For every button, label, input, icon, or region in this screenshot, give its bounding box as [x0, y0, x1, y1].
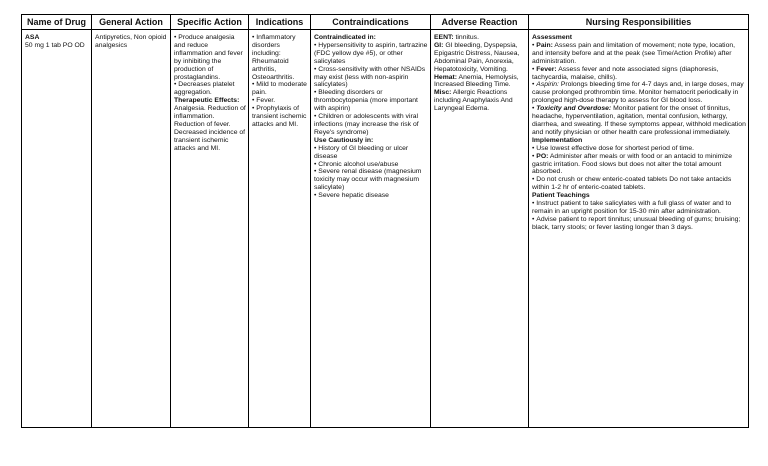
indication-item: • Fever.	[252, 97, 308, 105]
cell-adverse-reaction	[431, 30, 529, 428]
header-indications: Indications	[249, 15, 311, 30]
assessment-heading: Assessment	[532, 34, 573, 41]
table-row	[22, 30, 749, 428]
therapeutic-effects	[174, 97, 246, 152]
specific-action-item: • Decreases platelet aggregation.	[174, 81, 246, 97]
toxicity-text: Monitor patient for the onset of tinnitus, headache, hyperventilation, agitation, mental confusion, lethargy, diarrhea, and sweating. If these symptoms appear, withhold medication and notify physician or other health care professional immediately.	[532, 105, 746, 136]
header-nursing-responsibilities: Nursing Responsibilities	[529, 15, 749, 30]
po-label: PO:	[536, 152, 549, 160]
pain-text: Assess pain and limitation of movement; note type, location, and intensity before and at the peak (see Time/Action Profile) after administration.	[532, 41, 736, 65]
general-action-text: Antipyretics, Non opioid analgesics	[95, 34, 167, 49]
implementation-item-po	[532, 153, 746, 177]
adverse-label: EENT:	[434, 34, 454, 41]
adverse-text: Allergic Reactions including Anaphylaxis And Laryngeal Edema.	[434, 89, 513, 113]
adverse-label: Misc:	[434, 89, 452, 97]
adverse-item	[434, 42, 526, 74]
assessment-item-pain	[532, 42, 746, 66]
contraindicated-heading: Contraindicated in:	[314, 34, 376, 41]
adverse-item	[434, 34, 526, 42]
caution-item: • Severe renal disease (magnesium toxicity may occur with magnesium salicylate)	[314, 168, 428, 192]
fever-text: Assess fever and note associated signs (diaphoresis, tachycardia, malaise, chills).	[532, 65, 719, 81]
cell-general-action	[92, 30, 171, 428]
header-contraindications: Contraindications	[311, 15, 431, 30]
aspirin-label: Aspirin:	[536, 81, 559, 89]
implementation-item: • Use lowest effective dose for shortest period of time.	[532, 145, 746, 153]
pain-label: Pain:	[536, 41, 553, 49]
adverse-text: tinnitus.	[453, 34, 479, 41]
implementation-heading: Implementation	[532, 136, 583, 144]
caution-item: • Chronic alcohol use/abuse	[314, 161, 428, 169]
drug-study-table	[21, 14, 749, 428]
fever-label: Fever:	[536, 65, 557, 73]
assessment-item-fever	[532, 66, 746, 82]
indication-item: • Inflammatory disorders including: Rheumatoid arthritis, Osteoarthritis.	[252, 34, 308, 81]
therapeutic-text: Analgesia. Reduction of inflammation. Reduction of fever. Decreased incidence of transient ischemic attacks and MI.	[174, 105, 246, 152]
contraindication-item: • Hypersensitivity to aspirin, tartrazine (FDC yellow dye #5), or other salicylates	[314, 42, 428, 66]
caution-item: • History of GI bleeding or ulcer disease	[314, 145, 428, 161]
specific-action-item: • Produce analgesia and reduce inflammation and fever by inhibiting the production of prostaglandins.	[174, 34, 246, 81]
teaching-heading: Patient Teachings	[532, 192, 590, 200]
adverse-item	[434, 89, 526, 113]
cell-nursing-responsibilities	[529, 30, 749, 428]
teaching-item: • Instruct patient to take salicylates with a full glass of water and to remain in an upright position for 15-30 min after administration.	[532, 200, 746, 216]
toxicity-label: Toxicity and Overdose:	[536, 105, 612, 113]
header-adverse-reaction: Adverse Reaction	[431, 15, 529, 30]
implementation-item: • Do not crush or chew enteric-coated tablets Do not take antacids within 1-2 hr of enteric-coated tablets.	[532, 176, 746, 192]
drug-dose: 50 mg 1 tab PO OD	[25, 41, 85, 49]
indication-item: • Mild to moderate pain.	[252, 81, 308, 97]
adverse-text: GI bleeding, Dyspepsia, Epigastric Distress, Nausea, Abdominal Pain, Anorexia, Hepatotoxicity, Vomiting.	[434, 41, 520, 73]
caution-item: • Severe hepatic disease	[314, 192, 428, 200]
cell-indications	[249, 30, 311, 428]
aspirin-text: Prolongs bleeding time for 4-7 days and, in large doses, may cause prolonged prothrombin time. Monitor hematocrit periodically in prolonged high-dose therapy to assess for GI blood loss.	[532, 81, 744, 105]
assessment-item-toxicity	[532, 105, 746, 137]
po-text: Administer after meals or with food or an antacid to minimize gastric irritation. Food slows but does not alter the total amount absorbed.	[532, 152, 732, 176]
assessment-item-aspirin	[532, 81, 746, 105]
adverse-item	[434, 74, 526, 90]
caution-heading: Use Cautiously in:	[314, 136, 374, 144]
header-name-of-drug: Name of Drug	[22, 15, 92, 30]
contraindication-item: • Children or adolescents with viral infections (may increase the risk of Reye's syndrome)	[314, 113, 428, 137]
adverse-label: GI:	[434, 41, 444, 49]
header-row	[22, 15, 749, 30]
header-general-action: General Action	[92, 15, 171, 30]
contraindication-item: • Bleeding disorders or thrombocytopenia (more important with aspirin)	[314, 89, 428, 113]
cell-drug	[22, 30, 92, 428]
indication-item: • Prophylaxis of transient ischemic attacks and MI.	[252, 105, 308, 129]
teaching-item: • Advise patient to report tinnitus; unusual bleeding of gums; bruising; black, tarry stools; or fever lasting longer than 3 days.	[532, 216, 746, 232]
adverse-label: Hemat:	[434, 73, 458, 81]
contraindication-item: • Cross-sensitivity with other NSAIDs may exist (less with non-aspirin salicylates)	[314, 66, 428, 90]
cell-specific-action	[171, 30, 249, 428]
cell-contraindications	[311, 30, 431, 428]
drug-name: ASA	[25, 34, 40, 41]
therapeutic-label: Therapeutic Effects:	[174, 97, 240, 105]
adverse-text: Anemia, Hemolysis, Increased Bleeding Time.	[434, 73, 519, 89]
header-specific-action: Specific Action	[171, 15, 249, 30]
